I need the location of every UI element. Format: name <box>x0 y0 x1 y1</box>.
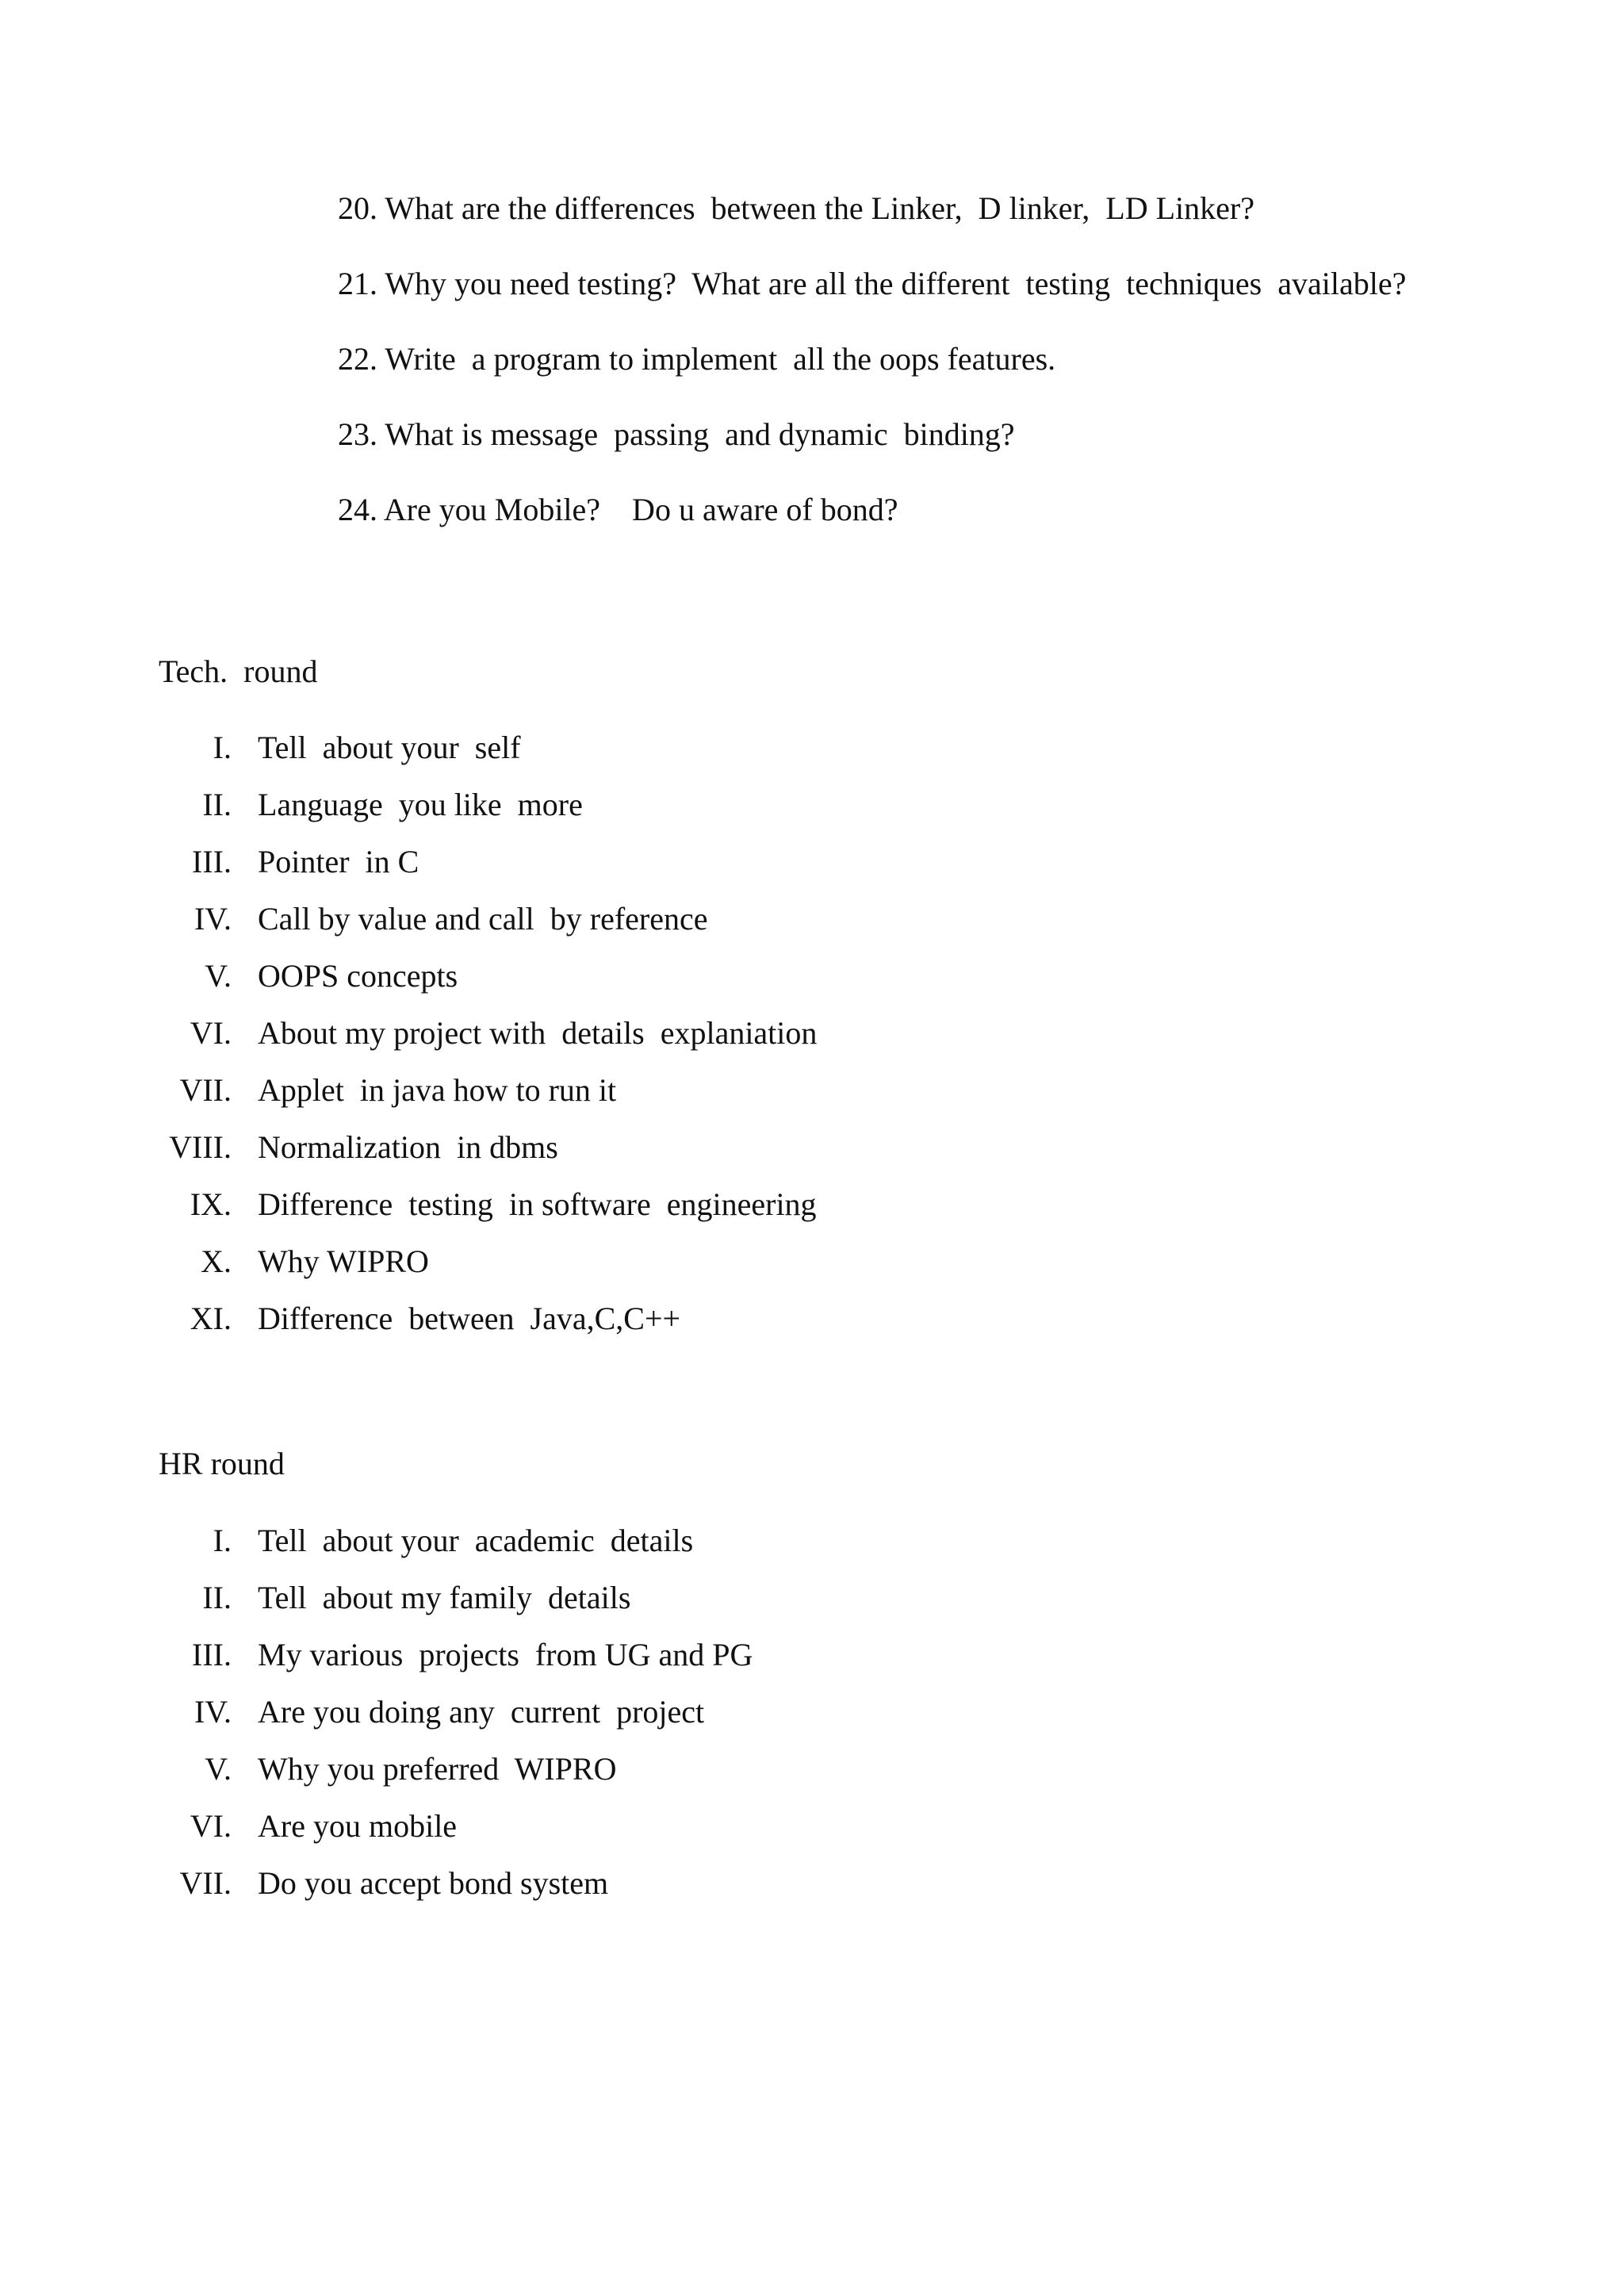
list-item-text: Are you mobile <box>258 1808 458 1844</box>
list-item <box>159 844 1427 901</box>
list-item-text: OOPS concepts <box>258 958 458 994</box>
list-item-text: Applet in java how to run it <box>258 1072 617 1108</box>
numbered-question-list <box>338 190 1406 567</box>
list-item <box>159 1015 1427 1072</box>
tech-round-list <box>159 730 1427 1358</box>
hr-round-list <box>159 1523 1427 1922</box>
question-20: 20. What are the differences between the Linker, D linker, LD Linker? <box>338 190 1254 226</box>
list-item-text: Call by value and call by reference <box>258 901 708 937</box>
list-item-text: Difference between Java,C,C++ <box>258 1301 681 1336</box>
list-numeral: II. <box>202 1580 232 1615</box>
list-numeral: III. <box>192 1637 232 1672</box>
list-numeral: V. <box>205 1751 232 1787</box>
list-item-text: Pointer in C <box>258 844 419 879</box>
list-item-text: About my project with details explaniation <box>258 1015 818 1051</box>
list-item <box>159 1751 1427 1808</box>
list-item <box>159 1865 1427 1922</box>
list-item-text: Language you like more <box>258 787 583 822</box>
list-numeral: I. <box>213 730 232 765</box>
list-numeral: II. <box>202 787 232 822</box>
list-item-text: Tell about my family details <box>258 1580 631 1615</box>
list-item-text: Tell about your self <box>258 730 521 765</box>
list-item <box>159 901 1427 958</box>
list-numeral: VI. <box>190 1808 232 1844</box>
question-23: 23. What is message passing and dynamic binding? <box>338 416 1015 452</box>
list-item <box>159 1129 1427 1186</box>
list-item <box>159 1186 1427 1243</box>
list-item-text: Difference testing in software engineering <box>258 1186 817 1222</box>
list-item <box>159 1523 1427 1580</box>
list-item-text: Do you accept bond system <box>258 1865 609 1901</box>
list-item <box>159 730 1427 787</box>
list-item-text: Why WIPRO <box>258 1243 429 1279</box>
list-item-text: Tell about your academic details <box>258 1523 694 1558</box>
list-numeral: IV. <box>193 901 232 937</box>
list-item <box>159 958 1427 1015</box>
list-item <box>159 1694 1427 1751</box>
list-numeral: VII. <box>179 1865 232 1901</box>
list-item <box>159 787 1427 844</box>
list-item-text: Normalization in dbms <box>258 1129 558 1165</box>
hr-round-heading: HR round <box>159 1446 285 1481</box>
list-item-text: Why you preferred WIPRO <box>258 1751 617 1787</box>
question-24: 24. Are you Mobile? Do u aware of bond? <box>338 492 898 527</box>
list-numeral: VI. <box>190 1015 232 1051</box>
list-item <box>159 1243 1427 1301</box>
list-numeral: X. <box>201 1243 232 1279</box>
list-numeral: XI. <box>190 1301 232 1336</box>
list-item-text: My various projects from UG and PG <box>258 1637 753 1672</box>
list-numeral: IX. <box>190 1186 232 1222</box>
list-item <box>159 1637 1427 1694</box>
list-numeral: III. <box>192 844 232 879</box>
list-item <box>159 1808 1427 1865</box>
list-item-text: Are you doing any current project <box>258 1694 705 1730</box>
list-numeral: VIII. <box>169 1129 232 1165</box>
list-numeral: V. <box>205 958 232 994</box>
list-item <box>159 1072 1427 1129</box>
question-21: 21. Why you need testing? What are all the different testing techniques available? <box>338 266 1407 301</box>
question-22: 22. Write a program to implement all the oops features. <box>338 341 1056 377</box>
tech-round-heading: Tech. round <box>159 653 318 689</box>
list-numeral: I. <box>213 1523 232 1558</box>
list-numeral: IV. <box>193 1694 232 1730</box>
list-item <box>159 1301 1427 1358</box>
list-numeral: VII. <box>179 1072 232 1108</box>
list-item <box>159 1580 1427 1637</box>
